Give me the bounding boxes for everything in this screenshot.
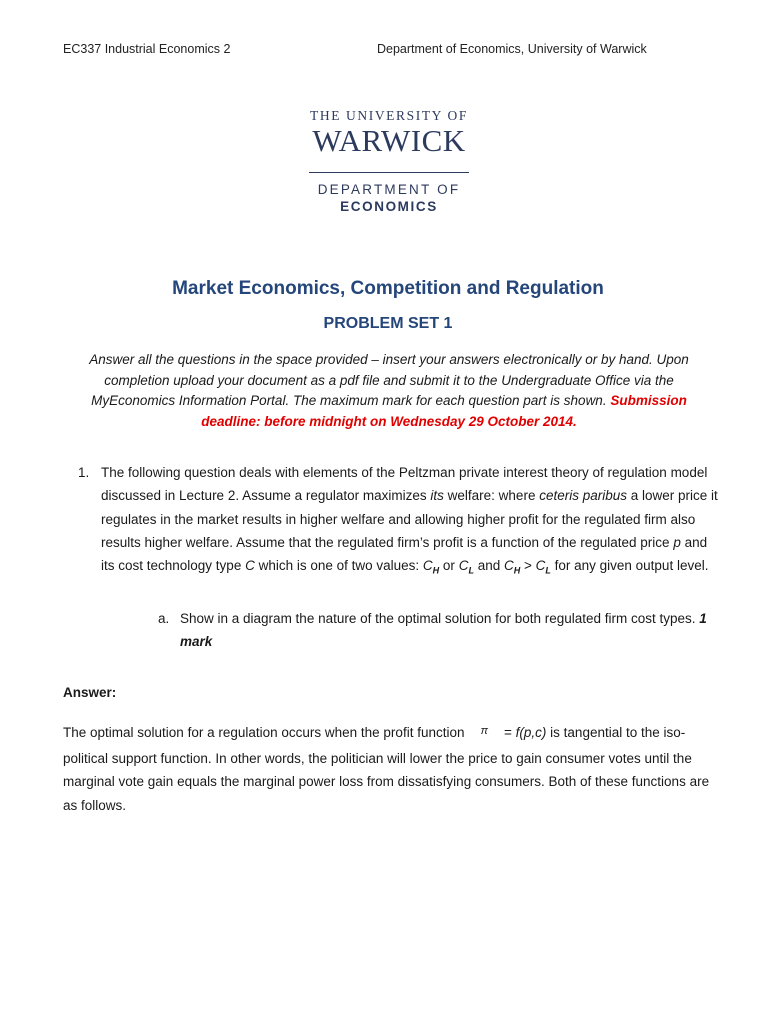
question-number: 1.: [78, 465, 90, 480]
answer-label: Answer:: [63, 685, 117, 700]
q1-text-part: a lower price it regulates in the market results in higher welfare and allowing higher profit for the regulated firm also results higher welfare. Assume that the regulated firm’s profit is a function of the regulated price: [101, 488, 718, 550]
part-a-text: Show in a diagram the nature of the optimal solution for both regulated firm cost types.: [180, 611, 700, 626]
answer-text: [63, 721, 723, 817]
q1-emphasis: its: [430, 488, 444, 504]
course-header: EC337 Industrial Economics 2: [63, 42, 231, 56]
instructions-text: Answer all the questions in the space provided – insert your answers electronically or by hand. Upon completion upload your document as a pdf file and submit it to the Undergraduate Office via the MyEconomics Information Portal. The maximum mark for each question part is shown.: [89, 352, 689, 408]
q1-subscript: L: [468, 565, 474, 576]
problem-set-title: PROBLEM SET 1: [323, 315, 453, 332]
q1-emphasis: ceteris paribus: [539, 488, 627, 504]
q1-variable: C: [422, 558, 433, 574]
submission-deadline: Submission deadline: before midnight on Wednesday 29 October 2014.: [201, 393, 687, 429]
profit-function: f(p,c): [515, 725, 547, 740]
question-1a: [158, 607, 718, 654]
q1-text-part: for any given output level.: [550, 558, 709, 574]
q1-subscript: H: [432, 565, 440, 576]
logo-divider: [309, 172, 469, 173]
question-1a-text: [180, 607, 718, 654]
answer-text-part: is tangential to the iso-political support function. In other words, the politician will lower the price to gain consumer votes until the marginal vote gain equals the marginal power loss from dissatisfying consumers. Both of these functions are as follows.: [63, 725, 710, 813]
answer-text-part: =: [504, 725, 516, 740]
q1-text-part: which is one of two values:: [254, 558, 423, 574]
q1-variable: C: [458, 558, 469, 574]
document-title: Market Economics, Competition and Regulation: [172, 278, 604, 299]
logo-line-1: THE UNIVERSITY OF: [310, 108, 468, 123]
q1-text-part: and: [473, 558, 504, 574]
q1-variable: p: [673, 534, 681, 550]
q1-variable: C: [503, 558, 514, 574]
q1-text-part: welfare: where: [443, 488, 540, 504]
q1-subscript: L: [545, 565, 551, 576]
instructions: [66, 350, 712, 432]
department-header: Department of Economics, University of Warwick: [377, 42, 647, 56]
part-a-mark: 1 mark: [180, 611, 707, 650]
question-1-text: [101, 461, 718, 583]
q1-text-part: The following question deals with elements of the Peltzman private interest theory of regulation model discussed in Lecture 2. Assume a regulator maximizes: [101, 465, 708, 504]
logo-line-3: DEPARTMENT OF: [317, 182, 461, 197]
question-1: [78, 461, 718, 583]
q1-subscript: H: [513, 565, 521, 576]
q1-text-part: >: [520, 558, 536, 574]
q1-text-part: and its cost technology type: [101, 534, 708, 574]
q1-text-part: or: [439, 558, 459, 574]
university-logo: [300, 108, 478, 215]
q1-variable: C: [245, 558, 255, 574]
part-letter: a.: [158, 611, 170, 626]
logo-line-4: ECONOMICS: [340, 199, 438, 214]
answer-text-part: The optimal solution for a regulation occurs when the profit function: [63, 725, 465, 740]
pi-symbol: π: [480, 725, 488, 737]
logo-line-2: WARWICK: [312, 123, 466, 158]
q1-variable: C: [535, 558, 546, 574]
